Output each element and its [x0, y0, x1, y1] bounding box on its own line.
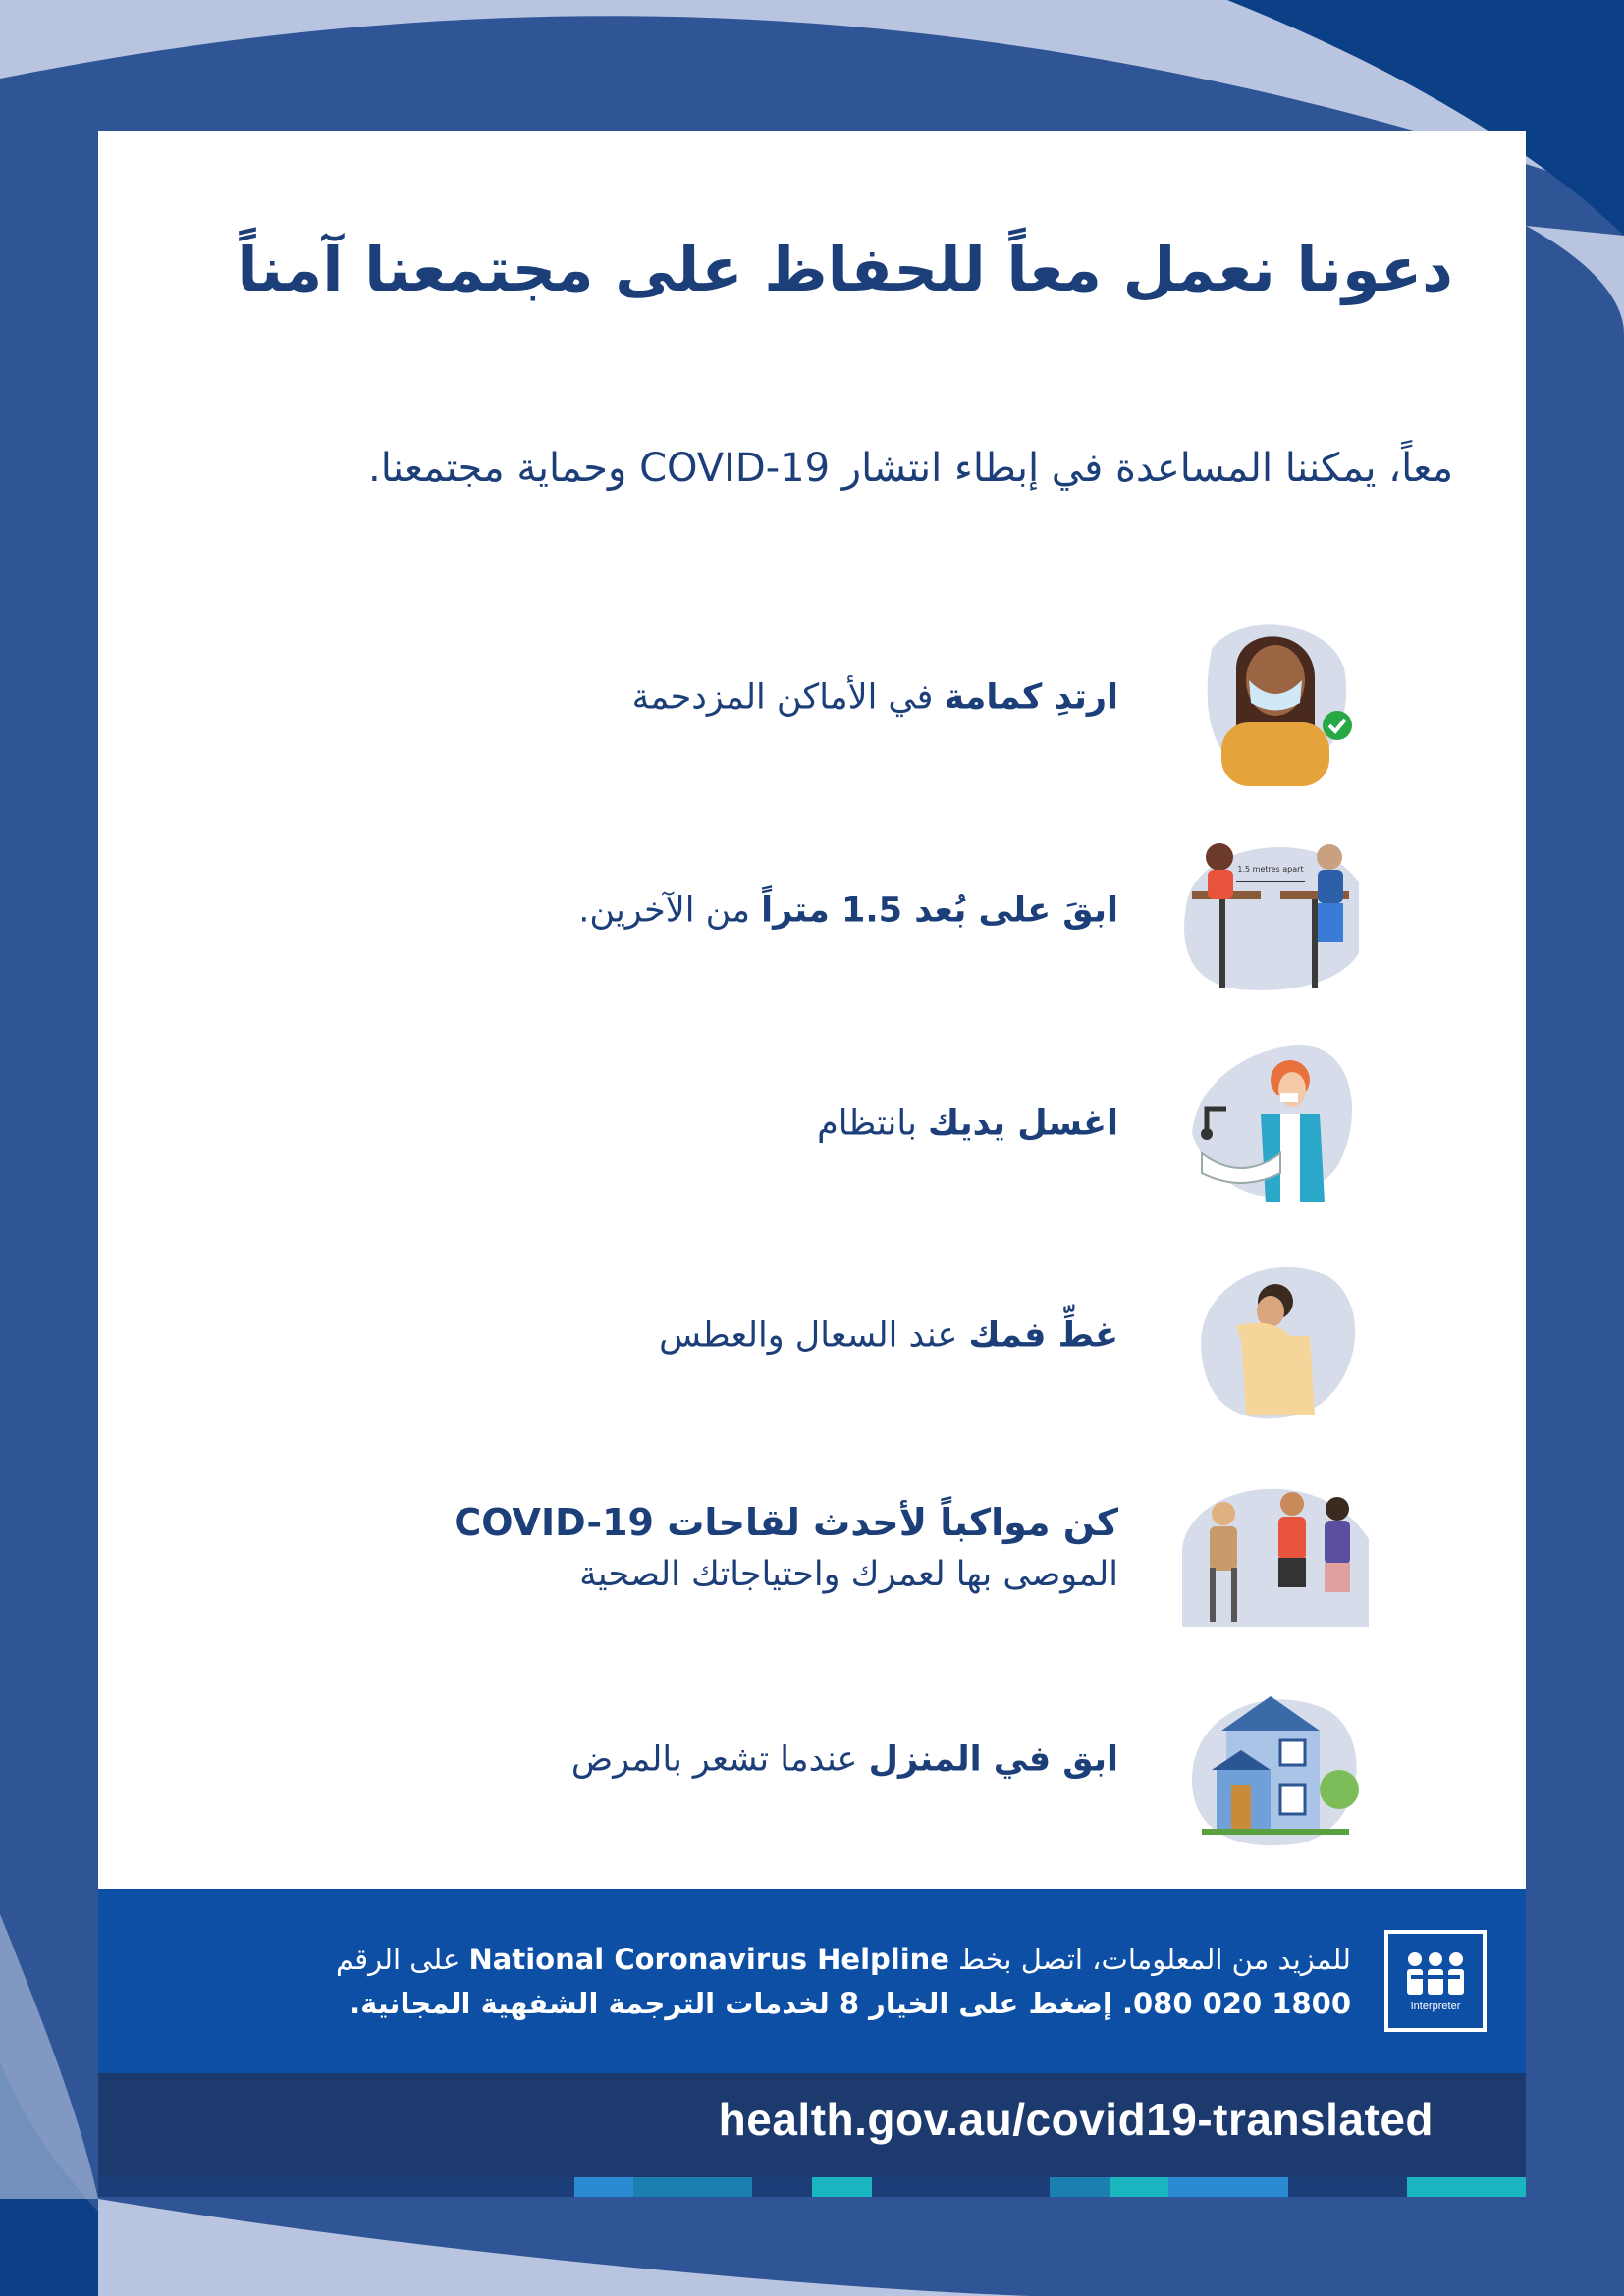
stripe-segment	[931, 2177, 991, 2197]
stripe-segment	[277, 2177, 337, 2197]
stripe-segment	[633, 2177, 693, 2197]
url-bar	[98, 2073, 1526, 2177]
stripe-segment	[217, 2177, 277, 2197]
stripe-segment	[336, 2177, 396, 2197]
tip-stay-home-text	[235, 1735, 1118, 1786]
stripe-segment	[158, 2177, 218, 2197]
stripe-segment	[1288, 2177, 1348, 2197]
distance-icon	[1182, 823, 1359, 999]
tip-distance	[181, 823, 1359, 999]
tip-distance-text	[235, 886, 1118, 936]
stripe-segment	[693, 2177, 753, 2197]
tip-cover-cough-bold: غطِّ فمك	[968, 1315, 1118, 1356]
stripe-segment	[574, 2177, 634, 2197]
tip-mask-text	[235, 673, 1118, 723]
interpreter-icon	[1401, 1949, 1470, 1999]
tip-cover-cough-rest: عند السعال والعطس	[659, 1315, 969, 1356]
interpreter-logo	[1384, 1930, 1487, 2032]
helpline-line2-b: . إضغط على الخيار 8 لخدمات الترجمة الشفهية المجانية.	[350, 1986, 1133, 2020]
helpline-line1	[271, 1938, 1351, 1982]
stripe-segment	[752, 2177, 812, 2197]
tip-stay-home	[181, 1672, 1359, 1848]
tip-vaccines-line2: الموصى بها لعمرك واحتياجاتك الصحية	[579, 1555, 1118, 1595]
tip-stay-home-rest: عندما تشعر بالمرض	[570, 1739, 869, 1780]
tip-distance-bold: ابقَ على بُعد 1.5 متراً	[761, 890, 1118, 931]
tip-wash-hands-bold: اغسل يديك	[927, 1103, 1118, 1144]
tip-vaccines-line1: كن مواكباً لأحدث لقاحات COVID-19	[454, 1501, 1118, 1545]
interpreter-label: Interpreter	[1410, 2001, 1461, 2012]
tip-wash-hands-rest: بانتظام	[817, 1103, 928, 1144]
helpline-phone[interactable]: 1800 020 080	[1132, 1986, 1351, 2020]
stripe-segment	[514, 2177, 574, 2197]
stay-home-icon	[1182, 1672, 1359, 1848]
helpline-text	[271, 1938, 1351, 2026]
helpline-line2	[271, 1982, 1351, 2026]
helpline-banner	[98, 1889, 1526, 2073]
stripe-segment	[1050, 2177, 1110, 2197]
stripe-segment	[1228, 2177, 1288, 2197]
website-link[interactable]: health.gov.au/covid19-translated	[718, 2094, 1434, 2145]
tip-cover-cough-text	[235, 1311, 1118, 1362]
tip-cover-cough	[181, 1248, 1359, 1424]
face-mask-icon	[1182, 610, 1359, 786]
color-stripe	[98, 2177, 1526, 2197]
page-title: دعونا نعمل معاً للحفاظ على مجتمعنا آمناً	[237, 234, 1453, 305]
tip-wash-hands-text	[235, 1099, 1118, 1149]
tip-mask-bold: ارتدِ كمامة	[944, 677, 1118, 718]
stripe-segment	[1407, 2177, 1467, 2197]
left-wave-light	[0, 1914, 98, 2199]
stripe-segment	[991, 2177, 1051, 2197]
stripe-segment	[1110, 2177, 1169, 2197]
stripe-segment	[396, 2177, 456, 2197]
tip-stay-home-bold: ابق في المنزل	[868, 1739, 1118, 1780]
hand-washing-icon	[1182, 1036, 1359, 1212]
tip-mask	[181, 610, 1359, 786]
stripe-segment	[98, 2177, 158, 2197]
stripe-segment	[872, 2177, 932, 2197]
vaccination-icon	[1172, 1460, 1369, 1636]
cough-cover-icon	[1182, 1248, 1359, 1424]
tip-vaccines	[181, 1460, 1359, 1636]
tip-vaccines-text	[235, 1496, 1118, 1600]
helpline-name: National Coronavirus Helpline	[468, 1943, 949, 1976]
stripe-segment	[1168, 2177, 1228, 2197]
content-card	[98, 131, 1526, 1889]
tip-distance-rest: من الآخرين.	[578, 890, 762, 931]
bottom-wave-light	[98, 2199, 1031, 2296]
right-wave-light	[1526, 226, 1624, 334]
helpline-line1-a: للمزيد من المعلومات، اتصل بخط	[948, 1943, 1351, 1976]
stripe-segment	[812, 2177, 872, 2197]
tip-mask-rest: في الأماكن المزدحمة	[631, 677, 945, 718]
distance-sign-text: 1.5 metres apart	[1237, 865, 1304, 874]
stripe-segment	[455, 2177, 514, 2197]
stripe-segment	[1347, 2177, 1407, 2197]
tip-wash-hands	[181, 1036, 1359, 1212]
page-subtitle: معاً، يمكننا المساعدة في إبطاء انتشار COVID-19 وحماية مجتمعنا.	[367, 446, 1453, 491]
stripe-segment	[1466, 2177, 1526, 2197]
helpline-line1-c: على الرقم	[335, 1943, 469, 1976]
